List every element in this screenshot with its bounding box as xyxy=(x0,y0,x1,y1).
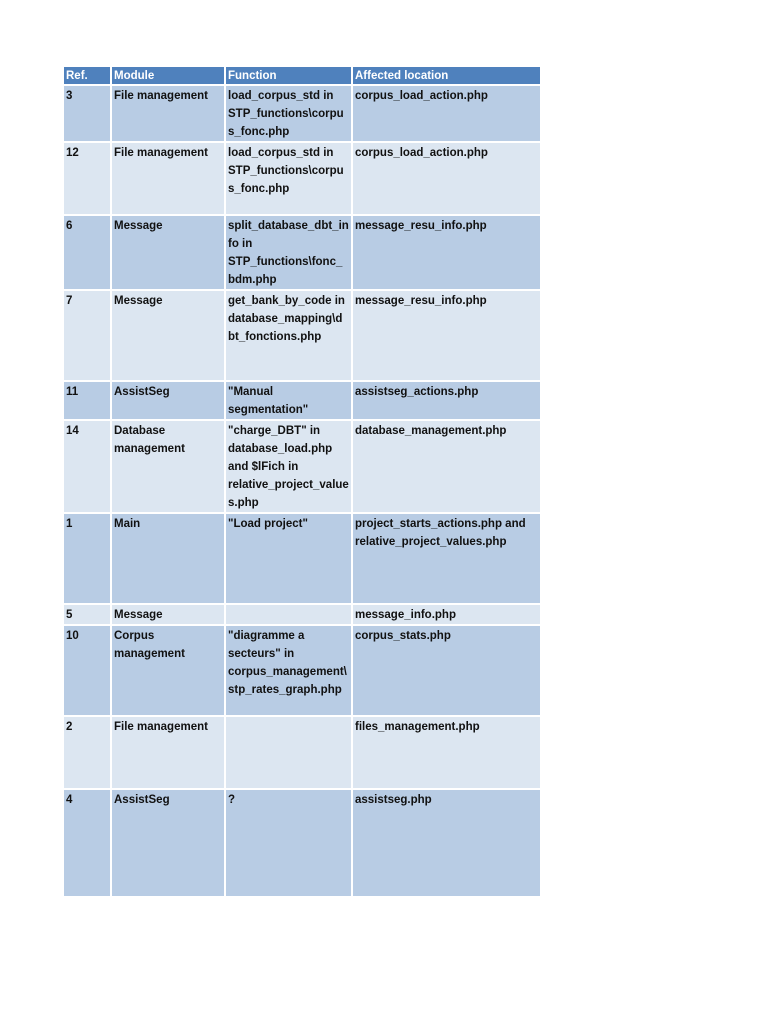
cell-location: corpus_load_action.php xyxy=(353,143,540,216)
table-row xyxy=(64,382,540,421)
table-row xyxy=(64,605,540,626)
cell-location: assistseg_actions.php xyxy=(353,382,540,421)
cell-module: File management xyxy=(112,143,226,216)
table-row xyxy=(64,626,540,717)
cell-ref: 11 xyxy=(64,382,112,421)
cell-location: corpus_load_action.php xyxy=(353,86,540,143)
cell-module: Message xyxy=(112,605,226,626)
cell-ref: 3 xyxy=(64,86,112,143)
cell-ref: 5 xyxy=(64,605,112,626)
cell-location: files_management.php xyxy=(353,717,540,790)
table-header-row xyxy=(64,67,540,86)
cell-module: File management xyxy=(112,717,226,790)
cell-module: Main xyxy=(112,514,226,605)
cell-module: Database management xyxy=(112,421,226,514)
table-row xyxy=(64,421,540,514)
cell-function: "Manual segmentation" xyxy=(226,382,353,421)
cell-function xyxy=(226,605,353,626)
cell-module: Message xyxy=(112,291,226,382)
header-function: Function xyxy=(226,67,353,86)
cell-ref: 10 xyxy=(64,626,112,717)
module-reference-table xyxy=(64,67,540,898)
cell-module: Message xyxy=(112,216,226,291)
header-affected-location: Affected location xyxy=(353,67,540,86)
cell-ref: 14 xyxy=(64,421,112,514)
cell-function xyxy=(226,717,353,790)
cell-function: "Load project" xyxy=(226,514,353,605)
cell-ref: 6 xyxy=(64,216,112,291)
cell-location: project_starts_actions.php and relative_project_values.php xyxy=(353,514,540,605)
cell-module: AssistSeg xyxy=(112,790,226,898)
header-ref: Ref. xyxy=(64,67,112,86)
cell-module: AssistSeg xyxy=(112,382,226,421)
cell-function: load_corpus_std in STP_functions\corpus_fonc.php xyxy=(226,86,353,143)
cell-ref: 7 xyxy=(64,291,112,382)
cell-module: File management xyxy=(112,86,226,143)
cell-location: message_resu_info.php xyxy=(353,216,540,291)
cell-ref: 2 xyxy=(64,717,112,790)
table-row xyxy=(64,216,540,291)
cell-function: "charge_DBT" in database_load.php and $lFich in relative_project_values.php xyxy=(226,421,353,514)
table-row xyxy=(64,86,540,143)
table-row xyxy=(64,291,540,382)
cell-function: ? xyxy=(226,790,353,898)
cell-location: message_info.php xyxy=(353,605,540,626)
cell-function: split_database_dbt_info in STP_functions\fonc_bdm.php xyxy=(226,216,353,291)
cell-function: get_bank_by_code in database_mapping\dbt_fonctions.php xyxy=(226,291,353,382)
cell-function: load_corpus_std in STP_functions\corpus_fonc.php xyxy=(226,143,353,216)
cell-ref: 12 xyxy=(64,143,112,216)
header-module: Module xyxy=(112,67,226,86)
cell-ref: 1 xyxy=(64,514,112,605)
table-row xyxy=(64,143,540,216)
table-row xyxy=(64,717,540,790)
cell-location: message_resu_info.php xyxy=(353,291,540,382)
cell-module: Corpus management xyxy=(112,626,226,717)
cell-location: corpus_stats.php xyxy=(353,626,540,717)
cell-location: database_management.php xyxy=(353,421,540,514)
cell-function: "diagramme a secteurs" in corpus_management\stp_rates_graph.php xyxy=(226,626,353,717)
cell-ref: 4 xyxy=(64,790,112,898)
table-row xyxy=(64,514,540,605)
cell-location: assistseg.php xyxy=(353,790,540,898)
table-row xyxy=(64,790,540,898)
